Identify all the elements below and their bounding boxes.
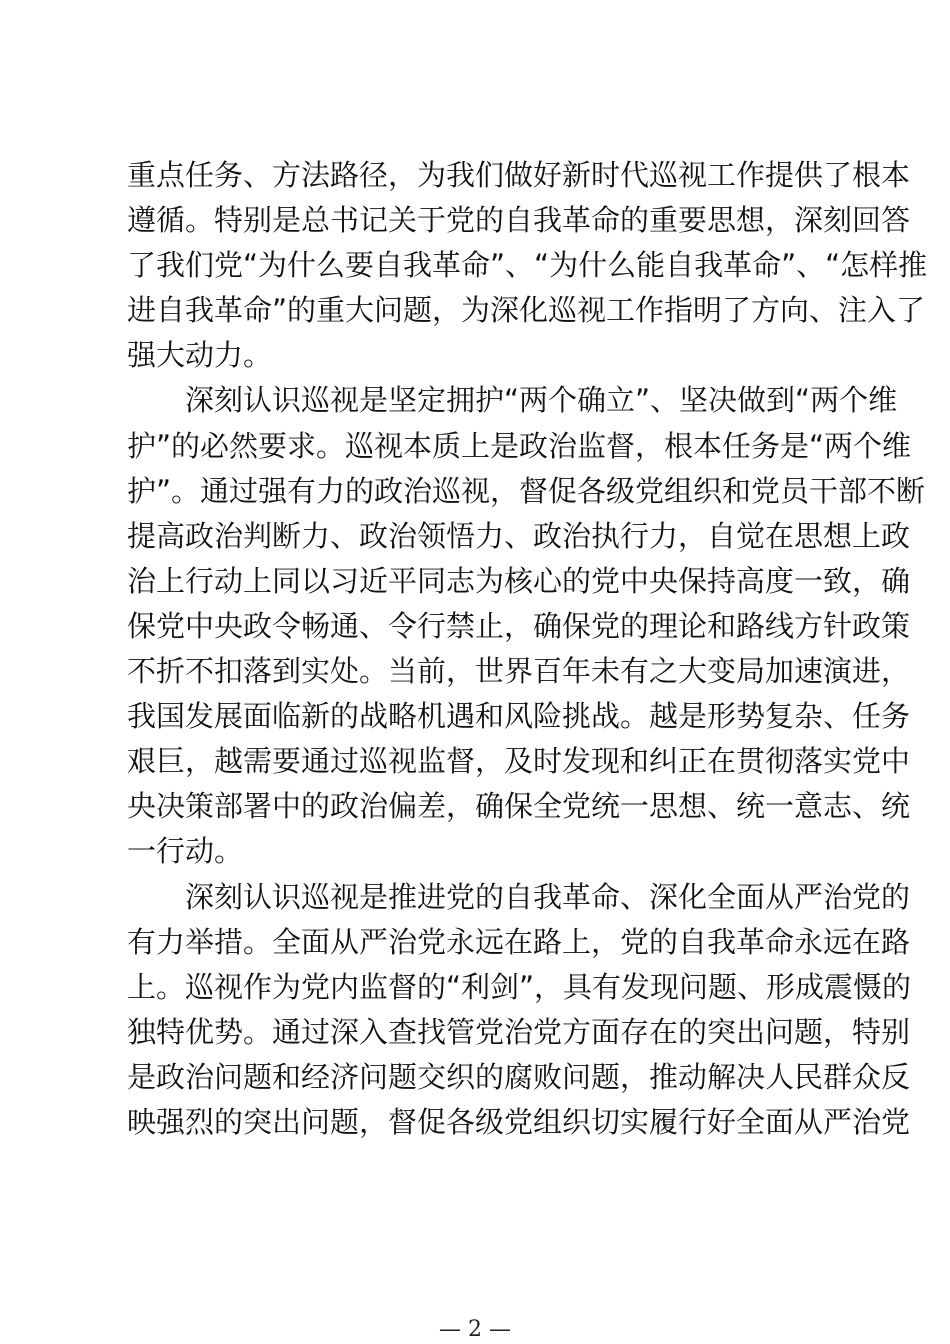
text-line: 是政治问题和经济问题交织的腐败问题，推动解决人民群众反	[127, 1059, 911, 1094]
text-line: 深刻认识巡视是坚定拥护“两个确立”、坚决做到“两个维	[127, 383, 898, 418]
text-line: 了我们党“为什么要自我革命”、“为什么能自我革命”、“怎样推	[127, 248, 928, 283]
text-line: 有力举措。全面从严治党永远在路上，党的自我革命永远在路	[127, 924, 911, 959]
text-line: 遵循。特别是总书记关于党的自我革命的重要思想，深刻回答	[127, 203, 911, 238]
text-line: 护”。通过强有力的政治巡视，督促各级党组织和党员干部不断	[127, 473, 926, 508]
text-line: 护”的必然要求。巡视本质上是政治监督，根本任务是“两个维	[127, 428, 912, 463]
page-number: — 2 —	[439, 1317, 511, 1342]
text-line: 艰巨，越需要通过巡视监督，及时发现和纠正在贯彻落实党中	[127, 744, 911, 779]
text-line: 央决策部署中的政治偏差，确保全党统一思想、统一意志、统	[127, 789, 911, 824]
text-line: 深刻认识巡视是推进党的自我革命、深化全面从严治党的	[127, 879, 911, 914]
text-line: 映强烈的突出问题，督促各级党组织切实履行好全面从严治党	[127, 1104, 911, 1139]
text-line: 提高政治判断力、政治领悟力、政治执行力，自觉在思想上政	[127, 518, 911, 553]
text-line: 上。巡视作为党内监督的“利剑”，具有发现问题、形成震慑的	[127, 969, 912, 1004]
body-text	[127, 153, 928, 1145]
text-line: 重点任务、方法路径，为我们做好新时代巡视工作提供了根本	[127, 158, 911, 192]
text-line: 独特优势。通过深入查找管党治党方面存在的突出问题，特别	[127, 1014, 911, 1049]
text-line: 进自我革命”的重大问题，为深化巡视工作指明了方向、注入了	[127, 293, 926, 328]
text-line: 保党中央政令畅通、令行禁止，确保党的理论和路线方针政策	[127, 608, 911, 643]
text-line: 强大动力。	[127, 338, 273, 373]
text-line: 不折不扣落到实处。当前，世界百年未有之大变局加速演进，	[127, 654, 911, 689]
text-line: 一行动。	[127, 834, 244, 869]
text-line: 我国发展面临新的战略机遇和风险挑战。越是形势复杂、任务	[127, 699, 911, 734]
text-line: 治上行动上同以习近平同志为核心的党中央保持高度一致，确	[127, 563, 911, 598]
